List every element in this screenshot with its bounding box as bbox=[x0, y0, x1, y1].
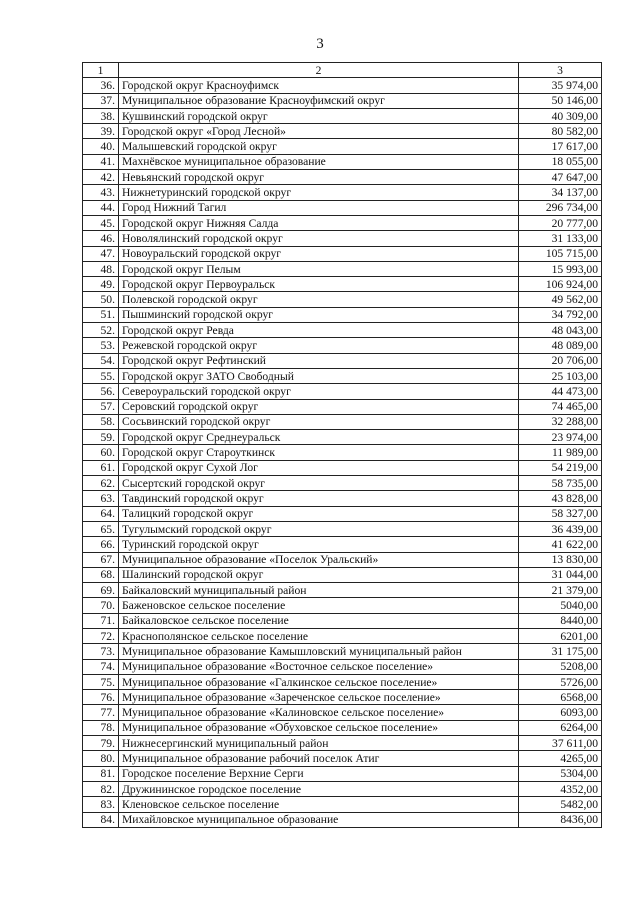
table-row bbox=[83, 781, 602, 796]
amount-value: 13 830,00 bbox=[519, 552, 602, 567]
table-row bbox=[83, 399, 602, 414]
row-number: 60. bbox=[83, 445, 119, 460]
amount-value: 6264,00 bbox=[519, 720, 602, 735]
amount-value: 34 137,00 bbox=[519, 185, 602, 200]
amount-value: 54 219,00 bbox=[519, 460, 602, 475]
table-row bbox=[83, 720, 602, 735]
table-row bbox=[83, 567, 602, 582]
row-number: 69. bbox=[83, 583, 119, 598]
table-row bbox=[83, 277, 602, 292]
row-number: 58. bbox=[83, 414, 119, 429]
municipality-name: Городской округ Рефтинский bbox=[119, 353, 519, 368]
municipality-name: Новолялинский городской округ bbox=[119, 231, 519, 246]
municipality-name: Городской округ Сухой Лог bbox=[119, 460, 519, 475]
table-row bbox=[83, 292, 602, 307]
municipality-name: Малышевский городской округ bbox=[119, 139, 519, 154]
municipality-name: Муниципальное образование «Зареченское сельское поселение» bbox=[119, 690, 519, 705]
table-row bbox=[83, 598, 602, 613]
table-row bbox=[83, 231, 602, 246]
municipality-name: Махнёвское муниципальное образование bbox=[119, 154, 519, 169]
row-number: 71. bbox=[83, 613, 119, 628]
column-header-name: 2 bbox=[119, 63, 519, 78]
row-number: 80. bbox=[83, 751, 119, 766]
row-number: 64. bbox=[83, 506, 119, 521]
table-row bbox=[83, 430, 602, 445]
municipality-name: Байкаловское сельское поселение bbox=[119, 613, 519, 628]
amount-value: 58 735,00 bbox=[519, 476, 602, 491]
municipality-name: Город Нижний Тагил bbox=[119, 200, 519, 215]
table-row bbox=[83, 766, 602, 781]
amount-value: 5726,00 bbox=[519, 674, 602, 689]
table-row bbox=[83, 108, 602, 123]
table-row bbox=[83, 414, 602, 429]
municipality-name: Городской округ Красноуфимск bbox=[119, 78, 519, 93]
table-row bbox=[83, 215, 602, 230]
table-row bbox=[83, 93, 602, 108]
table-row bbox=[83, 628, 602, 643]
municipality-name: Сосьвинский городской округ bbox=[119, 414, 519, 429]
table-row bbox=[83, 644, 602, 659]
row-number: 37. bbox=[83, 93, 119, 108]
table-row bbox=[83, 445, 602, 460]
amount-value: 6201,00 bbox=[519, 628, 602, 643]
row-number: 82. bbox=[83, 781, 119, 796]
row-number: 52. bbox=[83, 323, 119, 338]
amount-value: 5304,00 bbox=[519, 766, 602, 781]
table-row bbox=[83, 154, 602, 169]
table-header-row bbox=[83, 63, 602, 78]
row-number: 72. bbox=[83, 628, 119, 643]
table-row bbox=[83, 353, 602, 368]
amount-value: 80 582,00 bbox=[519, 124, 602, 139]
row-number: 70. bbox=[83, 598, 119, 613]
amount-value: 18 055,00 bbox=[519, 154, 602, 169]
municipality-name: Городской округ ЗАТО Свободный bbox=[119, 368, 519, 383]
row-number: 77. bbox=[83, 705, 119, 720]
municipality-name: Тавдинский городской округ bbox=[119, 491, 519, 506]
row-number: 61. bbox=[83, 460, 119, 475]
amount-value: 31 175,00 bbox=[519, 644, 602, 659]
row-number: 36. bbox=[83, 78, 119, 93]
amount-value: 47 647,00 bbox=[519, 170, 602, 185]
table-row bbox=[83, 124, 602, 139]
amount-value: 49 562,00 bbox=[519, 292, 602, 307]
amount-value: 74 465,00 bbox=[519, 399, 602, 414]
row-number: 42. bbox=[83, 170, 119, 185]
row-number: 50. bbox=[83, 292, 119, 307]
page-number: 3 bbox=[316, 36, 324, 52]
municipality-name: Талицкий городской округ bbox=[119, 506, 519, 521]
amount-value: 11 989,00 bbox=[519, 445, 602, 460]
row-number: 56. bbox=[83, 384, 119, 399]
municipality-name: Шалинский городской округ bbox=[119, 567, 519, 582]
table-row bbox=[83, 139, 602, 154]
row-number: 49. bbox=[83, 277, 119, 292]
municipality-name: Михайловское муниципальное образование bbox=[119, 812, 519, 827]
amount-value: 41 622,00 bbox=[519, 537, 602, 552]
table-row bbox=[83, 690, 602, 705]
amount-value: 40 309,00 bbox=[519, 108, 602, 123]
municipality-name: Муниципальное образование Камышловский муниципальный район bbox=[119, 644, 519, 659]
row-number: 74. bbox=[83, 659, 119, 674]
amount-value: 50 146,00 bbox=[519, 93, 602, 108]
municipality-name: Тугулымский городской округ bbox=[119, 521, 519, 536]
table-row bbox=[83, 170, 602, 185]
municipality-name: Городской округ Пелым bbox=[119, 261, 519, 276]
row-number: 38. bbox=[83, 108, 119, 123]
municipality-name: Байкаловский муниципальный район bbox=[119, 583, 519, 598]
municipality-name: Нижнетуринский городской округ bbox=[119, 185, 519, 200]
municipality-name: Муниципальное образование «Восточное сельское поселение» bbox=[119, 659, 519, 674]
row-number: 66. bbox=[83, 537, 119, 552]
municipality-name: Муниципальное образование Красноуфимский округ bbox=[119, 93, 519, 108]
municipality-name: Туринский городской округ bbox=[119, 537, 519, 552]
row-number: 67. bbox=[83, 552, 119, 567]
row-number: 79. bbox=[83, 736, 119, 751]
municipality-name: Кушвинский городской округ bbox=[119, 108, 519, 123]
amount-value: 5482,00 bbox=[519, 797, 602, 812]
amount-value: 58 327,00 bbox=[519, 506, 602, 521]
amount-value: 48 089,00 bbox=[519, 338, 602, 353]
municipality-name: Пышминский городской округ bbox=[119, 307, 519, 322]
row-number: 81. bbox=[83, 766, 119, 781]
amount-value: 44 473,00 bbox=[519, 384, 602, 399]
amount-value: 5040,00 bbox=[519, 598, 602, 613]
row-number: 75. bbox=[83, 674, 119, 689]
municipality-name: Муниципальное образование «Поселок Уральский» bbox=[119, 552, 519, 567]
row-number: 54. bbox=[83, 353, 119, 368]
municipality-name: Баженовское сельское поселение bbox=[119, 598, 519, 613]
row-number: 83. bbox=[83, 797, 119, 812]
row-number: 62. bbox=[83, 476, 119, 491]
table-row bbox=[83, 384, 602, 399]
amount-value: 105 715,00 bbox=[519, 246, 602, 261]
municipality-name: Городской округ Ревда bbox=[119, 323, 519, 338]
amount-value: 36 439,00 bbox=[519, 521, 602, 536]
table-row bbox=[83, 368, 602, 383]
municipality-name: Городской округ Среднеуральск bbox=[119, 430, 519, 445]
table-row bbox=[83, 659, 602, 674]
municipality-name: Краснополянское сельское поселение bbox=[119, 628, 519, 643]
row-number: 76. bbox=[83, 690, 119, 705]
table-row bbox=[83, 200, 602, 215]
table-row bbox=[83, 674, 602, 689]
row-number: 46. bbox=[83, 231, 119, 246]
row-number: 47. bbox=[83, 246, 119, 261]
amount-value: 35 974,00 bbox=[519, 78, 602, 93]
municipality-name: Муниципальное образование «Обуховское сельское поселение» bbox=[119, 720, 519, 735]
municipality-name: Муниципальное образование рабочий поселок Атиг bbox=[119, 751, 519, 766]
amount-value: 34 792,00 bbox=[519, 307, 602, 322]
row-number: 39. bbox=[83, 124, 119, 139]
table-row bbox=[83, 246, 602, 261]
amount-value: 25 103,00 bbox=[519, 368, 602, 383]
table-row bbox=[83, 736, 602, 751]
table-row bbox=[83, 491, 602, 506]
table-row bbox=[83, 460, 602, 475]
amount-value: 31 133,00 bbox=[519, 231, 602, 246]
row-number: 73. bbox=[83, 644, 119, 659]
municipality-name: Новоуральский городской округ bbox=[119, 246, 519, 261]
amount-value: 4352,00 bbox=[519, 781, 602, 796]
municipality-name: Сысертский городской округ bbox=[119, 476, 519, 491]
row-number: 53. bbox=[83, 338, 119, 353]
table-row bbox=[83, 552, 602, 567]
amount-value: 21 379,00 bbox=[519, 583, 602, 598]
amount-value: 32 288,00 bbox=[519, 414, 602, 429]
municipality-name: Городское поселение Верхние Серги bbox=[119, 766, 519, 781]
row-number: 57. bbox=[83, 399, 119, 414]
municipality-name: Нижнесергинский муниципальный район bbox=[119, 736, 519, 751]
table-row bbox=[83, 307, 602, 322]
table-row bbox=[83, 705, 602, 720]
amount-value: 4265,00 bbox=[519, 751, 602, 766]
row-number: 41. bbox=[83, 154, 119, 169]
row-number: 65. bbox=[83, 521, 119, 536]
amount-value: 5208,00 bbox=[519, 659, 602, 674]
column-header-amount: 3 bbox=[519, 63, 602, 78]
amount-value: 106 924,00 bbox=[519, 277, 602, 292]
allocation-table bbox=[82, 62, 602, 828]
row-number: 78. bbox=[83, 720, 119, 735]
table-row bbox=[83, 261, 602, 276]
municipality-name: Серовский городской округ bbox=[119, 399, 519, 414]
table-row bbox=[83, 78, 602, 93]
row-number: 48. bbox=[83, 261, 119, 276]
municipality-name: Невьянский городской округ bbox=[119, 170, 519, 185]
amount-value: 20 706,00 bbox=[519, 353, 602, 368]
amount-value: 48 043,00 bbox=[519, 323, 602, 338]
table-row bbox=[83, 185, 602, 200]
municipality-name: Муниципальное образование «Галкинское сельское поселение» bbox=[119, 674, 519, 689]
row-number: 68. bbox=[83, 567, 119, 582]
row-number: 51. bbox=[83, 307, 119, 322]
amount-value: 31 044,00 bbox=[519, 567, 602, 582]
municipality-name: Режевской городской округ bbox=[119, 338, 519, 353]
table-row bbox=[83, 812, 602, 827]
row-number: 45. bbox=[83, 215, 119, 230]
municipality-name: Муниципальное образование «Калиновское сельское поселение» bbox=[119, 705, 519, 720]
municipality-name: Городской округ Первоуральск bbox=[119, 277, 519, 292]
municipality-name: Дружининское городское поселение bbox=[119, 781, 519, 796]
amount-value: 43 828,00 bbox=[519, 491, 602, 506]
table-row bbox=[83, 797, 602, 812]
row-number: 40. bbox=[83, 139, 119, 154]
table-row bbox=[83, 583, 602, 598]
row-number: 84. bbox=[83, 812, 119, 827]
row-number: 63. bbox=[83, 491, 119, 506]
amount-value: 17 617,00 bbox=[519, 139, 602, 154]
table-row bbox=[83, 323, 602, 338]
column-header-number: 1 bbox=[83, 63, 119, 78]
municipality-name: Североуральский городской округ bbox=[119, 384, 519, 399]
row-number: 59. bbox=[83, 430, 119, 445]
municipality-name: Кленовское сельское поселение bbox=[119, 797, 519, 812]
row-number: 55. bbox=[83, 368, 119, 383]
amount-value: 15 993,00 bbox=[519, 261, 602, 276]
amount-value: 37 611,00 bbox=[519, 736, 602, 751]
amount-value: 23 974,00 bbox=[519, 430, 602, 445]
table-row bbox=[83, 521, 602, 536]
table-row bbox=[83, 338, 602, 353]
municipality-name: Городской округ Староуткинск bbox=[119, 445, 519, 460]
table-row bbox=[83, 613, 602, 628]
table-row bbox=[83, 537, 602, 552]
municipality-name: Городской округ «Город Лесной» bbox=[119, 124, 519, 139]
table-row bbox=[83, 476, 602, 491]
municipality-name: Полевской городской округ bbox=[119, 292, 519, 307]
table-row bbox=[83, 751, 602, 766]
amount-value: 8436,00 bbox=[519, 812, 602, 827]
amount-value: 296 734,00 bbox=[519, 200, 602, 215]
amount-value: 6093,00 bbox=[519, 705, 602, 720]
row-number: 44. bbox=[83, 200, 119, 215]
municipality-name: Городской округ Нижняя Салда bbox=[119, 215, 519, 230]
amount-value: 6568,00 bbox=[519, 690, 602, 705]
amount-value: 20 777,00 bbox=[519, 215, 602, 230]
amount-value: 8440,00 bbox=[519, 613, 602, 628]
table-row bbox=[83, 506, 602, 521]
row-number: 43. bbox=[83, 185, 119, 200]
